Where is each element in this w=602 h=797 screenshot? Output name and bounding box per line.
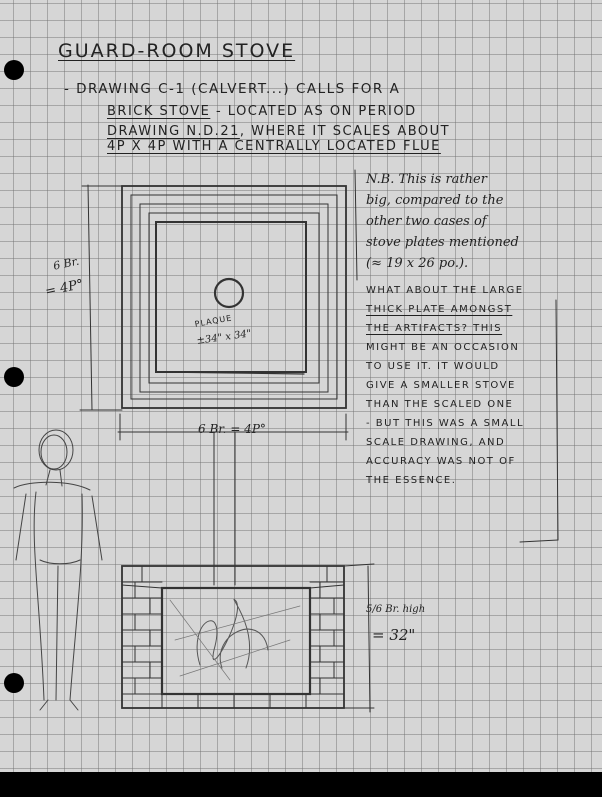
stove-elevation-view	[122, 564, 374, 712]
nb-note-line: other two cases of	[366, 214, 487, 229]
human-scale-figure	[14, 430, 102, 710]
plan-side-dimension-top: 6 Br.	[52, 254, 81, 273]
brick-stove-text: BRICK STOVE	[107, 104, 211, 119]
intro-line-1: - DRAWING C-1 (CALVERT...) CALLS FOR A	[64, 81, 401, 97]
scan-bottom-edge	[0, 772, 602, 797]
flue-circle	[215, 279, 243, 307]
intro-line-3-rest: , WHERE IT SCALES ABOUT	[239, 124, 451, 139]
stove-plan-view	[80, 185, 348, 440]
plate-note-line: - BUT THIS WAS A SMALL	[366, 418, 525, 429]
plate-note-line: THICK PLATE AMONGST	[366, 304, 513, 315]
plan-bottom-dimension: 6 Br. = 4P°	[198, 422, 266, 436]
page-title: GUARD-ROOM STOVE	[58, 40, 296, 62]
plate-note-line: ACCURACY WAS NOT OF	[366, 456, 516, 467]
elevation-height-bottom: = 32"	[372, 626, 416, 644]
intro-line-4: 4P X 4P WITH A CENTRALLY LOCATED FLUE	[107, 139, 441, 154]
flue-pipe	[214, 432, 235, 585]
plate-note-line: TO USE IT. IT WOULD	[366, 361, 500, 372]
plate-note-line: GIVE A SMALLER STOVE	[366, 380, 516, 391]
plate-note-line: MIGHT BE AN OCCASION	[366, 342, 520, 353]
plan-firebox	[156, 222, 306, 372]
intro-line-2-rest: - LOCATED AS ON PERIOD	[210, 104, 417, 119]
nb-note-line: N.B. This is rather	[366, 172, 487, 187]
plate-note-line: THAN THE SCALED ONE	[366, 399, 514, 410]
plate-note-line: THE ESSENCE.	[366, 475, 457, 486]
nb-note-line: (≈ 19 x 26 po.).	[366, 256, 469, 271]
plaque-label: PLAQUE	[194, 313, 234, 329]
plate-note-line: THE ARTIFACTS? THIS	[366, 323, 503, 334]
drawing-ref-text: DRAWING N.D.21	[107, 124, 240, 139]
elevation-height-top: 5/6 Br. high	[366, 604, 426, 615]
plate-note-bracket	[556, 300, 558, 540]
nb-note-bracket	[355, 170, 357, 280]
plan-side-dimension-bottom: = 4P°	[44, 276, 85, 300]
nb-note-line: stove plates mentioned	[366, 235, 519, 250]
plate-note-line: SCALE DRAWING, AND	[366, 437, 506, 448]
nb-note-line: big, compared to the	[366, 193, 504, 208]
plate-note-line: WHAT ABOUT THE LARGE	[366, 285, 524, 296]
plaque-dimension: ±34" x 34"	[196, 328, 253, 347]
